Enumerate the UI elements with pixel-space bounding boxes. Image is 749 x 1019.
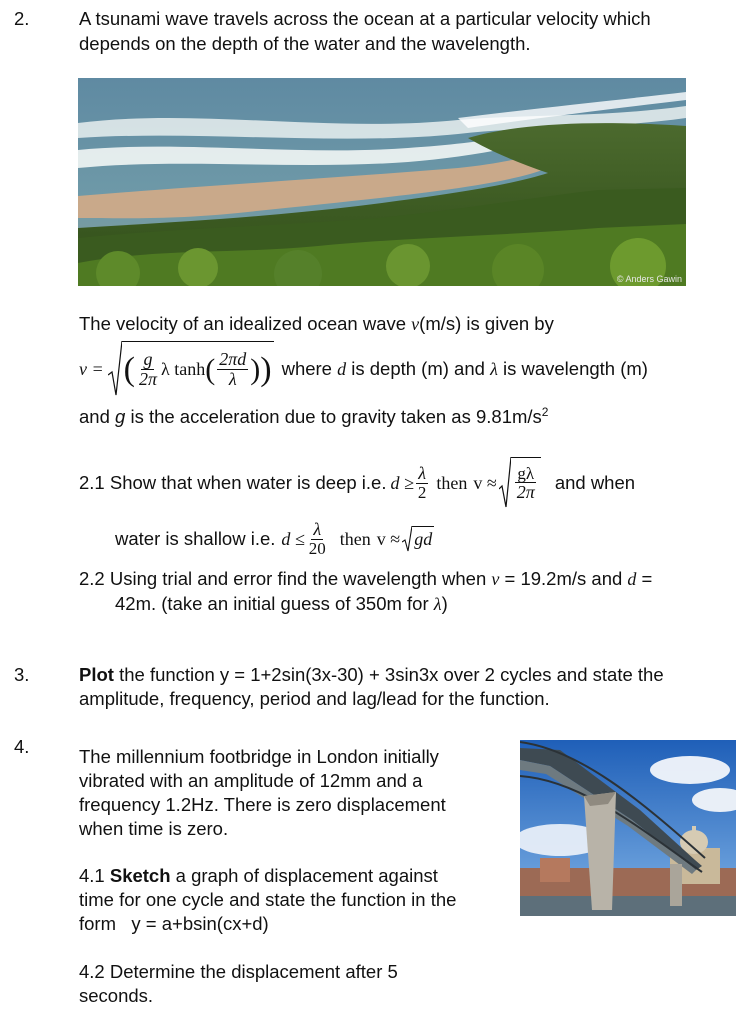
formula-explanation: where d is depth (m) and λ is wavelength (m): [281, 358, 648, 379]
deep-sqrt: $\frac{g\lambda}{2\pi}$: [499, 457, 541, 509]
question-2-1-deep: 2.1 Show that when water is deep i.e. d ≥ $\frac{\lambda}{2}$ then v ≈ $\frac{g\lambda}{2\pi}$ and when: [79, 456, 635, 510]
photo-credit: © Anders Gawin: [616, 274, 682, 284]
velocity-intro: [79, 313, 554, 335]
question-2-2-line1: 2.2 Using trial and error find the wavelength when v = 19.2m/s and d =: [79, 568, 653, 589]
question-3-line2: amplitude, frequency, period and lag/lead for the function.: [79, 688, 550, 709]
shallow-sqrt: gd: [402, 526, 434, 552]
question-4-line1: The millennium footbridge in London initially: [79, 746, 439, 767]
formula-lambda-tanh: λ tanh: [161, 359, 206, 379]
tsunami-coastline-photo: [78, 78, 686, 286]
formula-sqrt: ( $\frac{g}{2\pi}$ λ tanh ( $\frac{2\pi d}{\lambda}$ ) ): [108, 341, 274, 397]
question-2-1-shallow: water is shallow i.e. d ≤ $\frac{\lambda}{20}$ then v ≈ gd: [115, 519, 433, 559]
question-2-intro-line2: depends on the depth of the water and the wavelength.: [79, 33, 531, 54]
formula-2pid-over-lambda: $\frac{2\pi d}{\lambda}$: [219, 349, 247, 389]
question-3-number: 3.: [14, 664, 30, 685]
question-2-2-line2: 42m. (take an initial guess of 350m for λ): [115, 593, 448, 614]
question-4-number: 4.: [14, 736, 30, 757]
question-2-number: 2.: [14, 8, 30, 29]
velocity-var: v: [411, 314, 420, 334]
question-4-1-line1: 4.1 Sketch a graph of displacement against: [79, 865, 438, 886]
question-4-line2: vibrated with an amplitude of 12mm and a: [79, 770, 423, 791]
question-4-2-line2: seconds.: [79, 985, 154, 1006]
shallow-frac: $\frac{\lambda}{20}$: [308, 519, 326, 559]
bridge-illustration: [520, 740, 736, 916]
question-4-line4: when time is zero.: [79, 818, 229, 839]
deep-frac: $\frac{\lambda}{2}$: [417, 463, 427, 503]
radical-sign: [108, 341, 122, 397]
question-4-2-line1: 4.2 Determine the displacement after 5: [79, 961, 398, 982]
radical-sign-shallow: [402, 526, 412, 552]
velocity-formula: [79, 340, 648, 398]
velocity-intro-after: (m/s) is given by: [419, 313, 554, 334]
question-4-1-line3: form y = a+bsin(cx+d): [79, 913, 269, 934]
gravity-line: and g is the acceleration due to gravity taken as $9.81m/s^2$: [79, 405, 549, 428]
question-4-1-line2: time for one cycle and state the function in the: [79, 889, 457, 910]
radical-sign-deep: [499, 457, 511, 509]
coastline-illustration: [78, 78, 686, 286]
question-2-intro-line1: A tsunami wave travels across the ocean at a particular velocity which: [79, 8, 651, 29]
question-3-line1: Plot the function y = 1+2sin(3x-30) + 3sin3x over 2 cycles and state the: [79, 664, 664, 685]
formula-lhs: v =: [79, 358, 104, 379]
formula-g-over-2pi: $\frac{g}{2\pi}$: [138, 349, 157, 389]
millennium-bridge-photo: [520, 740, 736, 916]
velocity-intro-before: The velocity of an idealized ocean wave: [79, 313, 412, 334]
question-4-line3: frequency 1.2Hz. There is zero displacement: [79, 794, 446, 815]
